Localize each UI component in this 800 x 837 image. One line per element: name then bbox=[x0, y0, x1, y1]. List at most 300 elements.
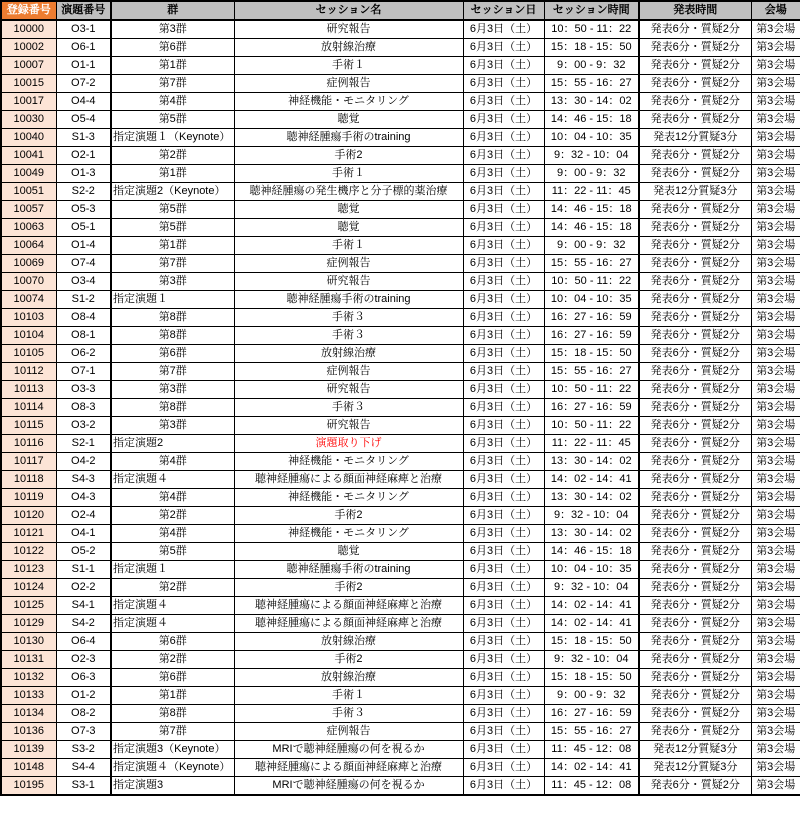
header-row bbox=[1, 1, 800, 20]
cell-session-time: 14：02 - 14：41 bbox=[544, 471, 639, 489]
cell-group: 第3群 bbox=[111, 20, 234, 39]
cell-presentation-time: 発表6分・質疑2分 bbox=[639, 435, 751, 453]
cell-session-date: 6月3日（土） bbox=[463, 219, 544, 237]
table-row bbox=[1, 561, 800, 579]
table-row bbox=[1, 129, 800, 147]
cell-presentation-time: 発表6分・質疑2分 bbox=[639, 237, 751, 255]
cell-session-date: 6月3日（土） bbox=[463, 147, 544, 165]
cell-presentation-time: 発表6分・質疑2分 bbox=[639, 723, 751, 741]
cell-presentation-time: 発表6分・質疑2分 bbox=[639, 489, 751, 507]
cell-presentation-time: 発表6分・質疑2分 bbox=[639, 633, 751, 651]
table-row bbox=[1, 57, 800, 75]
table-row bbox=[1, 507, 800, 525]
column-header-venue: 会場 bbox=[751, 1, 800, 20]
table-row bbox=[1, 291, 800, 309]
cell-presentation-number: O1-1 bbox=[56, 57, 111, 75]
cell-session-date: 6月3日（土） bbox=[463, 777, 544, 796]
table-row bbox=[1, 489, 800, 507]
cell-group: 第7群 bbox=[111, 723, 234, 741]
cell-registration-number: 10040 bbox=[1, 129, 56, 147]
cell-session-time: 11：22 - 11：45 bbox=[544, 435, 639, 453]
cell-session-date: 6月3日（土） bbox=[463, 759, 544, 777]
cell-group: 指定演題４ bbox=[111, 471, 234, 489]
cell-session-time: 15：18 - 15：50 bbox=[544, 633, 639, 651]
cell-venue: 第3会場 bbox=[751, 615, 800, 633]
cell-session-date: 6月3日（土） bbox=[463, 20, 544, 39]
cell-session-name: 手術１ bbox=[234, 57, 463, 75]
cell-session-time: 16：27 - 16：59 bbox=[544, 309, 639, 327]
cell-presentation-number: O1-4 bbox=[56, 237, 111, 255]
cell-session-name: 聴神経腫瘍による顔面神経麻痺と治療 bbox=[234, 759, 463, 777]
cell-venue: 第3会場 bbox=[751, 201, 800, 219]
cell-session-date: 6月3日（土） bbox=[463, 39, 544, 57]
cell-registration-number: 10017 bbox=[1, 93, 56, 111]
cell-registration-number: 10030 bbox=[1, 111, 56, 129]
cell-registration-number: 10002 bbox=[1, 39, 56, 57]
cell-presentation-time: 発表6分・質疑2分 bbox=[639, 165, 751, 183]
cell-group: 指定演題１ bbox=[111, 291, 234, 309]
cell-presentation-number: O2-4 bbox=[56, 507, 111, 525]
cell-group: 第8群 bbox=[111, 705, 234, 723]
cell-session-date: 6月3日（土） bbox=[463, 633, 544, 651]
table-row bbox=[1, 759, 800, 777]
cell-venue: 第3会場 bbox=[751, 435, 800, 453]
cell-group: 第3群 bbox=[111, 273, 234, 291]
cell-group: 指定演題４（Keynote） bbox=[111, 759, 234, 777]
cell-presentation-number: O6-3 bbox=[56, 669, 111, 687]
cell-group: 第4群 bbox=[111, 489, 234, 507]
cell-venue: 第3会場 bbox=[751, 309, 800, 327]
cell-venue: 第3会場 bbox=[751, 327, 800, 345]
column-header-session-date: セッション日 bbox=[463, 1, 544, 20]
cell-session-name: 症例報告 bbox=[234, 255, 463, 273]
cell-presentation-time: 発表6分・質疑2分 bbox=[639, 255, 751, 273]
cell-presentation-time: 発表6分・質疑2分 bbox=[639, 705, 751, 723]
cell-session-name: 手術１ bbox=[234, 687, 463, 705]
cell-registration-number: 10131 bbox=[1, 651, 56, 669]
cell-venue: 第3会場 bbox=[751, 129, 800, 147]
cell-session-time: 14：02 - 14：41 bbox=[544, 759, 639, 777]
cell-session-name: 聴覚 bbox=[234, 111, 463, 129]
cell-venue: 第3会場 bbox=[751, 579, 800, 597]
cell-session-date: 6月3日（土） bbox=[463, 273, 544, 291]
table-row bbox=[1, 525, 800, 543]
cell-presentation-number: S3-2 bbox=[56, 741, 111, 759]
cell-session-time: 9：32 - 10：04 bbox=[544, 579, 639, 597]
cell-venue: 第3会場 bbox=[751, 669, 800, 687]
cell-presentation-time: 発表6分・質疑2分 bbox=[639, 309, 751, 327]
cell-group: 第1群 bbox=[111, 237, 234, 255]
table-row bbox=[1, 453, 800, 471]
cell-session-name: 症例報告 bbox=[234, 723, 463, 741]
cell-presentation-number: O4-3 bbox=[56, 489, 111, 507]
cell-presentation-number: O2-1 bbox=[56, 147, 111, 165]
cell-group: 第5群 bbox=[111, 219, 234, 237]
cell-group: 第8群 bbox=[111, 399, 234, 417]
table-row bbox=[1, 435, 800, 453]
cell-group: 第2群 bbox=[111, 507, 234, 525]
cell-venue: 第3会場 bbox=[751, 183, 800, 201]
table-row bbox=[1, 309, 800, 327]
cell-group: 指定演題４ bbox=[111, 615, 234, 633]
cell-presentation-number: O1-2 bbox=[56, 687, 111, 705]
cell-presentation-time: 発表6分・質疑2分 bbox=[639, 615, 751, 633]
cell-registration-number: 10133 bbox=[1, 687, 56, 705]
cell-venue: 第3会場 bbox=[751, 759, 800, 777]
table-row bbox=[1, 201, 800, 219]
cell-session-time: 13：30 - 14：02 bbox=[544, 453, 639, 471]
cell-presentation-time: 発表6分・質疑2分 bbox=[639, 345, 751, 363]
column-header-presentation-number: 演題番号 bbox=[56, 1, 111, 20]
table-row bbox=[1, 471, 800, 489]
cell-presentation-time: 発表6分・質疑2分 bbox=[639, 327, 751, 345]
cell-session-date: 6月3日（土） bbox=[463, 417, 544, 435]
cell-registration-number: 10041 bbox=[1, 147, 56, 165]
cell-presentation-number: O5-1 bbox=[56, 219, 111, 237]
cell-venue: 第3会場 bbox=[751, 777, 800, 796]
cell-group: 指定演題3 bbox=[111, 777, 234, 796]
cell-session-name: 聴神経腫瘍による顔面神経麻痺と治療 bbox=[234, 597, 463, 615]
cell-session-date: 6月3日（土） bbox=[463, 489, 544, 507]
cell-presentation-number: O4-4 bbox=[56, 93, 111, 111]
cell-session-time: 9：32 - 10：04 bbox=[544, 147, 639, 165]
cell-presentation-number: O2-2 bbox=[56, 579, 111, 597]
cell-group: 第2群 bbox=[111, 579, 234, 597]
cell-presentation-time: 発表6分・質疑2分 bbox=[639, 57, 751, 75]
cell-session-time: 16：27 - 16：59 bbox=[544, 399, 639, 417]
cell-session-time: 10：50 - 11：22 bbox=[544, 273, 639, 291]
cell-session-date: 6月3日（土） bbox=[463, 651, 544, 669]
cell-presentation-number: S1-3 bbox=[56, 129, 111, 147]
cell-session-name: 研究報告 bbox=[234, 417, 463, 435]
cell-session-date: 6月3日（土） bbox=[463, 507, 544, 525]
cell-group: 第4群 bbox=[111, 93, 234, 111]
cell-session-time: 15：18 - 15：50 bbox=[544, 669, 639, 687]
cell-registration-number: 10120 bbox=[1, 507, 56, 525]
cell-registration-number: 10132 bbox=[1, 669, 56, 687]
cell-presentation-number: O6-4 bbox=[56, 633, 111, 651]
cell-presentation-time: 発表6分・質疑2分 bbox=[639, 93, 751, 111]
cell-presentation-time: 発表6分・質疑2分 bbox=[639, 525, 751, 543]
cell-venue: 第3会場 bbox=[751, 291, 800, 309]
table-row bbox=[1, 255, 800, 273]
cell-venue: 第3会場 bbox=[751, 237, 800, 255]
cell-session-time: 11：45 - 12：08 bbox=[544, 741, 639, 759]
cell-session-date: 6月3日（土） bbox=[463, 201, 544, 219]
table-row bbox=[1, 669, 800, 687]
cell-registration-number: 10115 bbox=[1, 417, 56, 435]
cell-registration-number: 10139 bbox=[1, 741, 56, 759]
cell-venue: 第3会場 bbox=[751, 489, 800, 507]
cell-venue: 第3会場 bbox=[751, 417, 800, 435]
cell-session-date: 6月3日（土） bbox=[463, 741, 544, 759]
cell-session-time: 16：27 - 16：59 bbox=[544, 327, 639, 345]
cell-session-time: 9：00 - 9：32 bbox=[544, 165, 639, 183]
cell-session-name: MRIで聴神経腫瘍の何を視るか bbox=[234, 777, 463, 796]
cell-session-name: 手術2 bbox=[234, 579, 463, 597]
cell-presentation-number: O8-2 bbox=[56, 705, 111, 723]
cell-session-name: 神経機能・モニタリング bbox=[234, 453, 463, 471]
cell-registration-number: 10000 bbox=[1, 20, 56, 39]
cell-presentation-time: 発表6分・質疑2分 bbox=[639, 381, 751, 399]
cell-presentation-time: 発表6分・質疑2分 bbox=[639, 363, 751, 381]
cell-presentation-number: O4-2 bbox=[56, 453, 111, 471]
cell-session-name: 神経機能・モニタリング bbox=[234, 525, 463, 543]
cell-presentation-time: 発表6分・質疑2分 bbox=[639, 453, 751, 471]
cell-presentation-number: O8-1 bbox=[56, 327, 111, 345]
cell-registration-number: 10105 bbox=[1, 345, 56, 363]
cell-group: 第6群 bbox=[111, 345, 234, 363]
table-row bbox=[1, 687, 800, 705]
cell-presentation-number: S2-1 bbox=[56, 435, 111, 453]
cell-session-date: 6月3日（土） bbox=[463, 723, 544, 741]
cell-session-time: 15：18 - 15：50 bbox=[544, 39, 639, 57]
cell-group: 第5群 bbox=[111, 543, 234, 561]
cell-presentation-number: O3-2 bbox=[56, 417, 111, 435]
cell-session-date: 6月3日（土） bbox=[463, 291, 544, 309]
cell-session-date: 6月3日（土） bbox=[463, 381, 544, 399]
cell-registration-number: 10117 bbox=[1, 453, 56, 471]
cell-session-time: 9：00 - 9：32 bbox=[544, 237, 639, 255]
cell-venue: 第3会場 bbox=[751, 39, 800, 57]
cell-registration-number: 10114 bbox=[1, 399, 56, 417]
column-header-registration-number: 登録番号 bbox=[1, 1, 56, 20]
cell-registration-number: 10195 bbox=[1, 777, 56, 796]
cell-presentation-time: 発表6分・質疑2分 bbox=[639, 777, 751, 796]
cell-group: 第7群 bbox=[111, 255, 234, 273]
table-row bbox=[1, 723, 800, 741]
cell-presentation-time: 発表6分・質疑2分 bbox=[639, 597, 751, 615]
table-row bbox=[1, 417, 800, 435]
table-row bbox=[1, 39, 800, 57]
cell-session-name: 手術３ bbox=[234, 399, 463, 417]
cell-presentation-time: 発表6分・質疑2分 bbox=[639, 39, 751, 57]
cell-presentation-number: O7-1 bbox=[56, 363, 111, 381]
cell-session-time: 10：50 - 11：22 bbox=[544, 20, 639, 39]
cell-presentation-time: 発表6分・質疑2分 bbox=[639, 561, 751, 579]
cell-presentation-time: 発表6分・質疑2分 bbox=[639, 543, 751, 561]
cell-session-name: 聴神経腫瘍手術のtraining bbox=[234, 129, 463, 147]
table-row bbox=[1, 20, 800, 39]
table-row bbox=[1, 219, 800, 237]
cell-registration-number: 10148 bbox=[1, 759, 56, 777]
cell-session-date: 6月3日（土） bbox=[463, 471, 544, 489]
cell-session-name: 手術2 bbox=[234, 147, 463, 165]
cell-group: 指定演題１ bbox=[111, 561, 234, 579]
cell-venue: 第3会場 bbox=[751, 561, 800, 579]
cell-presentation-number: S4-3 bbox=[56, 471, 111, 489]
cell-registration-number: 10118 bbox=[1, 471, 56, 489]
cell-venue: 第3会場 bbox=[751, 453, 800, 471]
cell-venue: 第3会場 bbox=[751, 687, 800, 705]
cell-presentation-time: 発表12分質疑3分 bbox=[639, 129, 751, 147]
cell-presentation-number: O7-3 bbox=[56, 723, 111, 741]
cell-session-time: 11：45 - 12：08 bbox=[544, 777, 639, 796]
cell-registration-number: 10112 bbox=[1, 363, 56, 381]
cell-session-time: 13：30 - 14：02 bbox=[544, 93, 639, 111]
cell-session-date: 6月3日（土） bbox=[463, 543, 544, 561]
cell-presentation-time: 発表6分・質疑2分 bbox=[639, 471, 751, 489]
cell-session-name: 研究報告 bbox=[234, 381, 463, 399]
table-header bbox=[1, 1, 800, 20]
cell-session-name: 手術３ bbox=[234, 309, 463, 327]
cell-presentation-time: 発表6分・質疑2分 bbox=[639, 291, 751, 309]
cell-session-time: 15：55 - 16：27 bbox=[544, 363, 639, 381]
cell-registration-number: 10136 bbox=[1, 723, 56, 741]
cell-group: 第5群 bbox=[111, 201, 234, 219]
cell-presentation-time: 発表6分・質疑2分 bbox=[639, 273, 751, 291]
cell-venue: 第3会場 bbox=[751, 57, 800, 75]
cell-session-name: 手術３ bbox=[234, 705, 463, 723]
cell-session-time: 9：00 - 9：32 bbox=[544, 57, 639, 75]
cell-session-date: 6月3日（土） bbox=[463, 255, 544, 273]
cell-session-name: 研究報告 bbox=[234, 273, 463, 291]
cell-session-time: 10：50 - 11：22 bbox=[544, 417, 639, 435]
cell-venue: 第3会場 bbox=[751, 705, 800, 723]
cell-session-date: 6月3日（土） bbox=[463, 57, 544, 75]
column-header-presentation-time: 発表時間 bbox=[639, 1, 751, 20]
cell-session-name: 神経機能・モニタリング bbox=[234, 489, 463, 507]
cell-session-date: 6月3日（土） bbox=[463, 579, 544, 597]
cell-session-name: 聴覚 bbox=[234, 201, 463, 219]
cell-session-time: 10：50 - 11：22 bbox=[544, 381, 639, 399]
cell-presentation-number: O5-3 bbox=[56, 201, 111, 219]
cell-registration-number: 10134 bbox=[1, 705, 56, 723]
cell-venue: 第3会場 bbox=[751, 543, 800, 561]
table-row bbox=[1, 705, 800, 723]
cell-venue: 第3会場 bbox=[751, 111, 800, 129]
cell-presentation-time: 発表6分・質疑2分 bbox=[639, 507, 751, 525]
cell-group: 第7群 bbox=[111, 75, 234, 93]
cell-presentation-time: 発表6分・質疑2分 bbox=[639, 651, 751, 669]
cell-venue: 第3会場 bbox=[751, 633, 800, 651]
cell-registration-number: 10070 bbox=[1, 273, 56, 291]
table-row bbox=[1, 777, 800, 796]
cell-venue: 第3会場 bbox=[751, 20, 800, 39]
cell-registration-number: 10103 bbox=[1, 309, 56, 327]
cell-session-time: 9：00 - 9：32 bbox=[544, 687, 639, 705]
cell-presentation-time: 発表6分・質疑2分 bbox=[639, 669, 751, 687]
cell-venue: 第3会場 bbox=[751, 741, 800, 759]
cell-registration-number: 10124 bbox=[1, 579, 56, 597]
cell-presentation-number: O7-2 bbox=[56, 75, 111, 93]
cell-group: 第1群 bbox=[111, 687, 234, 705]
cell-presentation-time: 発表6分・質疑2分 bbox=[639, 417, 751, 435]
cell-session-name: 手術2 bbox=[234, 507, 463, 525]
table-row bbox=[1, 579, 800, 597]
cell-session-time: 14：46 - 15：18 bbox=[544, 543, 639, 561]
cell-session-time: 14：02 - 14：41 bbox=[544, 615, 639, 633]
table-row bbox=[1, 363, 800, 381]
cell-session-date: 6月3日（土） bbox=[463, 453, 544, 471]
cell-group: 第2群 bbox=[111, 147, 234, 165]
cell-presentation-time: 発表6分・質疑2分 bbox=[639, 219, 751, 237]
cell-session-name: 演題取り下げ bbox=[234, 435, 463, 453]
table-row bbox=[1, 381, 800, 399]
cell-group: 指定演題2（Keynote） bbox=[111, 183, 234, 201]
cell-venue: 第3会場 bbox=[751, 507, 800, 525]
cell-session-date: 6月3日（土） bbox=[463, 525, 544, 543]
cell-session-name: 手術３ bbox=[234, 327, 463, 345]
cell-group: 第7群 bbox=[111, 363, 234, 381]
cell-session-name: MRIで聴神経腫瘍の何を視るか bbox=[234, 741, 463, 759]
cell-presentation-time: 発表6分・質疑2分 bbox=[639, 399, 751, 417]
cell-session-date: 6月3日（土） bbox=[463, 399, 544, 417]
cell-session-name: 聴神経腫瘍による顔面神経麻痺と治療 bbox=[234, 471, 463, 489]
cell-session-time: 10：04 - 10：35 bbox=[544, 291, 639, 309]
table-row bbox=[1, 651, 800, 669]
cell-presentation-time: 発表6分・質疑2分 bbox=[639, 75, 751, 93]
cell-group: 指定演題４ bbox=[111, 597, 234, 615]
cell-session-name: 放射線治療 bbox=[234, 39, 463, 57]
cell-group: 第4群 bbox=[111, 453, 234, 471]
table-row bbox=[1, 633, 800, 651]
cell-presentation-time: 発表6分・質疑2分 bbox=[639, 579, 751, 597]
cell-venue: 第3会場 bbox=[751, 345, 800, 363]
cell-session-time: 16：27 - 16：59 bbox=[544, 705, 639, 723]
cell-session-time: 15：18 - 15：50 bbox=[544, 345, 639, 363]
table-row bbox=[1, 147, 800, 165]
cell-group: 指定演題１（Keynote） bbox=[111, 129, 234, 147]
table-row bbox=[1, 615, 800, 633]
cell-registration-number: 10049 bbox=[1, 165, 56, 183]
cell-group: 第8群 bbox=[111, 327, 234, 345]
cell-session-name: 手術2 bbox=[234, 651, 463, 669]
cell-presentation-number: O4-1 bbox=[56, 525, 111, 543]
cell-session-name: 聴神経腫瘍手術のtraining bbox=[234, 561, 463, 579]
cell-session-time: 10：04 - 10：35 bbox=[544, 561, 639, 579]
cell-presentation-number: O5-4 bbox=[56, 111, 111, 129]
cell-registration-number: 10116 bbox=[1, 435, 56, 453]
cell-registration-number: 10064 bbox=[1, 237, 56, 255]
table-row bbox=[1, 327, 800, 345]
cell-group: 第5群 bbox=[111, 111, 234, 129]
cell-session-date: 6月3日（土） bbox=[463, 345, 544, 363]
cell-registration-number: 10057 bbox=[1, 201, 56, 219]
cell-group: 第4群 bbox=[111, 525, 234, 543]
cell-session-time: 15：55 - 16：27 bbox=[544, 723, 639, 741]
cell-presentation-number: O3-1 bbox=[56, 20, 111, 39]
table-row bbox=[1, 543, 800, 561]
cell-presentation-number: O8-4 bbox=[56, 309, 111, 327]
cell-presentation-time: 発表12分質疑3分 bbox=[639, 759, 751, 777]
cell-presentation-number: O8-3 bbox=[56, 399, 111, 417]
cell-session-name: 症例報告 bbox=[234, 363, 463, 381]
cell-presentation-time: 発表6分・質疑2分 bbox=[639, 201, 751, 219]
cell-venue: 第3会場 bbox=[751, 723, 800, 741]
cell-presentation-time: 発表12分質疑3分 bbox=[639, 183, 751, 201]
cell-session-name: 聴神経腫瘍の発生機序と分子標的薬治療 bbox=[234, 183, 463, 201]
cell-venue: 第3会場 bbox=[751, 219, 800, 237]
cell-session-date: 6月3日（土） bbox=[463, 687, 544, 705]
cell-venue: 第3会場 bbox=[751, 399, 800, 417]
cell-session-name: 放射線治療 bbox=[234, 345, 463, 363]
cell-presentation-number: S4-4 bbox=[56, 759, 111, 777]
cell-session-date: 6月3日（土） bbox=[463, 165, 544, 183]
cell-registration-number: 10125 bbox=[1, 597, 56, 615]
cell-presentation-time: 発表6分・質疑2分 bbox=[639, 20, 751, 39]
cell-registration-number: 10130 bbox=[1, 633, 56, 651]
table-row bbox=[1, 111, 800, 129]
cell-session-date: 6月3日（土） bbox=[463, 561, 544, 579]
cell-presentation-number: O7-4 bbox=[56, 255, 111, 273]
cell-presentation-number: O5-2 bbox=[56, 543, 111, 561]
cell-presentation-number: O1-3 bbox=[56, 165, 111, 183]
cell-session-date: 6月3日（土） bbox=[463, 183, 544, 201]
cell-group: 第6群 bbox=[111, 39, 234, 57]
cell-registration-number: 10007 bbox=[1, 57, 56, 75]
cell-session-date: 6月3日（土） bbox=[463, 435, 544, 453]
